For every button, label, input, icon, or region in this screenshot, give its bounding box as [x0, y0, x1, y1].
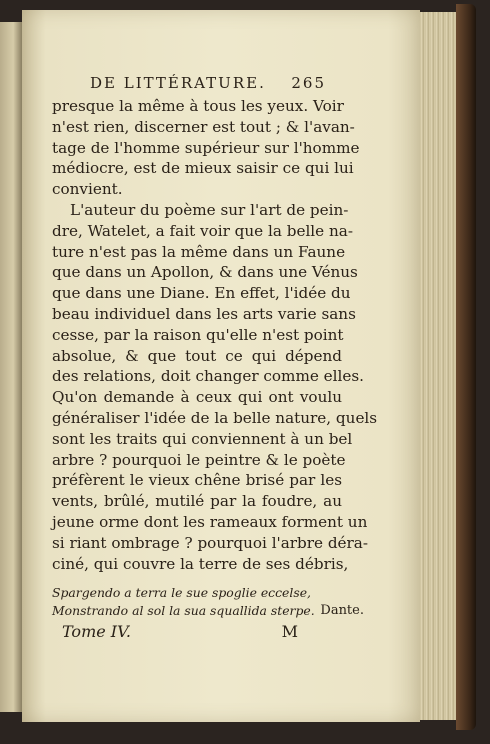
text-line: préfèrent le vieux chêne brisé par les: [52, 471, 342, 490]
text-line: que dans une Diane. En effet, l'idée du: [52, 284, 351, 303]
text-line: convient.: [52, 180, 123, 199]
page-edges: [420, 12, 456, 720]
text-line: ciné, qui couvre la terre de ses débris,: [52, 554, 349, 573]
page-text: [52, 74, 378, 642]
text-line: jeune orme dont les rameaux forment un: [52, 512, 368, 531]
quote-line: Monstrando al sol la sua squallida sterpe.: [52, 603, 315, 619]
text-line: cesse, par la raison qu'elle n'est point: [52, 325, 344, 344]
body-text: [52, 96, 378, 574]
quote-attribution: Dante.: [320, 603, 364, 619]
text-line: presque la même à tous les yeux. Voir: [52, 97, 344, 115]
text-line: si riant ombrage ? pourquoi l'arbre déra-: [52, 533, 368, 552]
verse-quote: [52, 584, 364, 620]
text-line: absolue, & que tout ce qui dépend: [52, 346, 342, 365]
text-line: vents, brûlé, mutilé par la foudre, au: [52, 492, 342, 511]
text-line: généraliser l'idée de la belle nature, quels: [52, 408, 378, 427]
page-number: 265: [291, 74, 326, 92]
text-line: dre, Watelet, a fait voir que la belle na-: [52, 221, 353, 240]
text-line: Qu'on demande à ceux qui ont voulu: [52, 388, 342, 407]
signature-mark: M: [281, 622, 298, 642]
text-line: des relations, doit changer comme elles.: [52, 367, 364, 386]
text-line: sont les traits qui conviennent à un bel: [52, 429, 353, 448]
text-line: L'auteur du poème sur l'art de pein-: [70, 200, 349, 219]
volume-label: Tome IV.: [62, 622, 131, 642]
text-line: ture n'est pas la même dans un Faune: [52, 242, 346, 261]
running-title: DE LITTÉRATURE.: [90, 74, 266, 92]
text-line: médiocre, est de mieux saisir ce qui lui: [52, 159, 354, 178]
page-footer: [62, 622, 298, 641]
text-line: arbre ? pourquoi le peintre & le poète: [52, 450, 346, 469]
quote-line: Spargendo a terra le sue spoglie eccelse,: [52, 585, 311, 601]
text-line: n'est rien, discerner est tout ; & l'avan-: [52, 117, 355, 136]
book-cover: [456, 4, 476, 730]
running-header: [90, 74, 326, 96]
text-line: tage de l'homme supérieur sur l'homme: [52, 138, 360, 157]
text-line: que dans un Apollon, & dans une Vénus: [52, 263, 358, 282]
left-page-edge: [0, 22, 22, 712]
text-line: beau individuel dans les arts varie sans: [52, 304, 356, 323]
